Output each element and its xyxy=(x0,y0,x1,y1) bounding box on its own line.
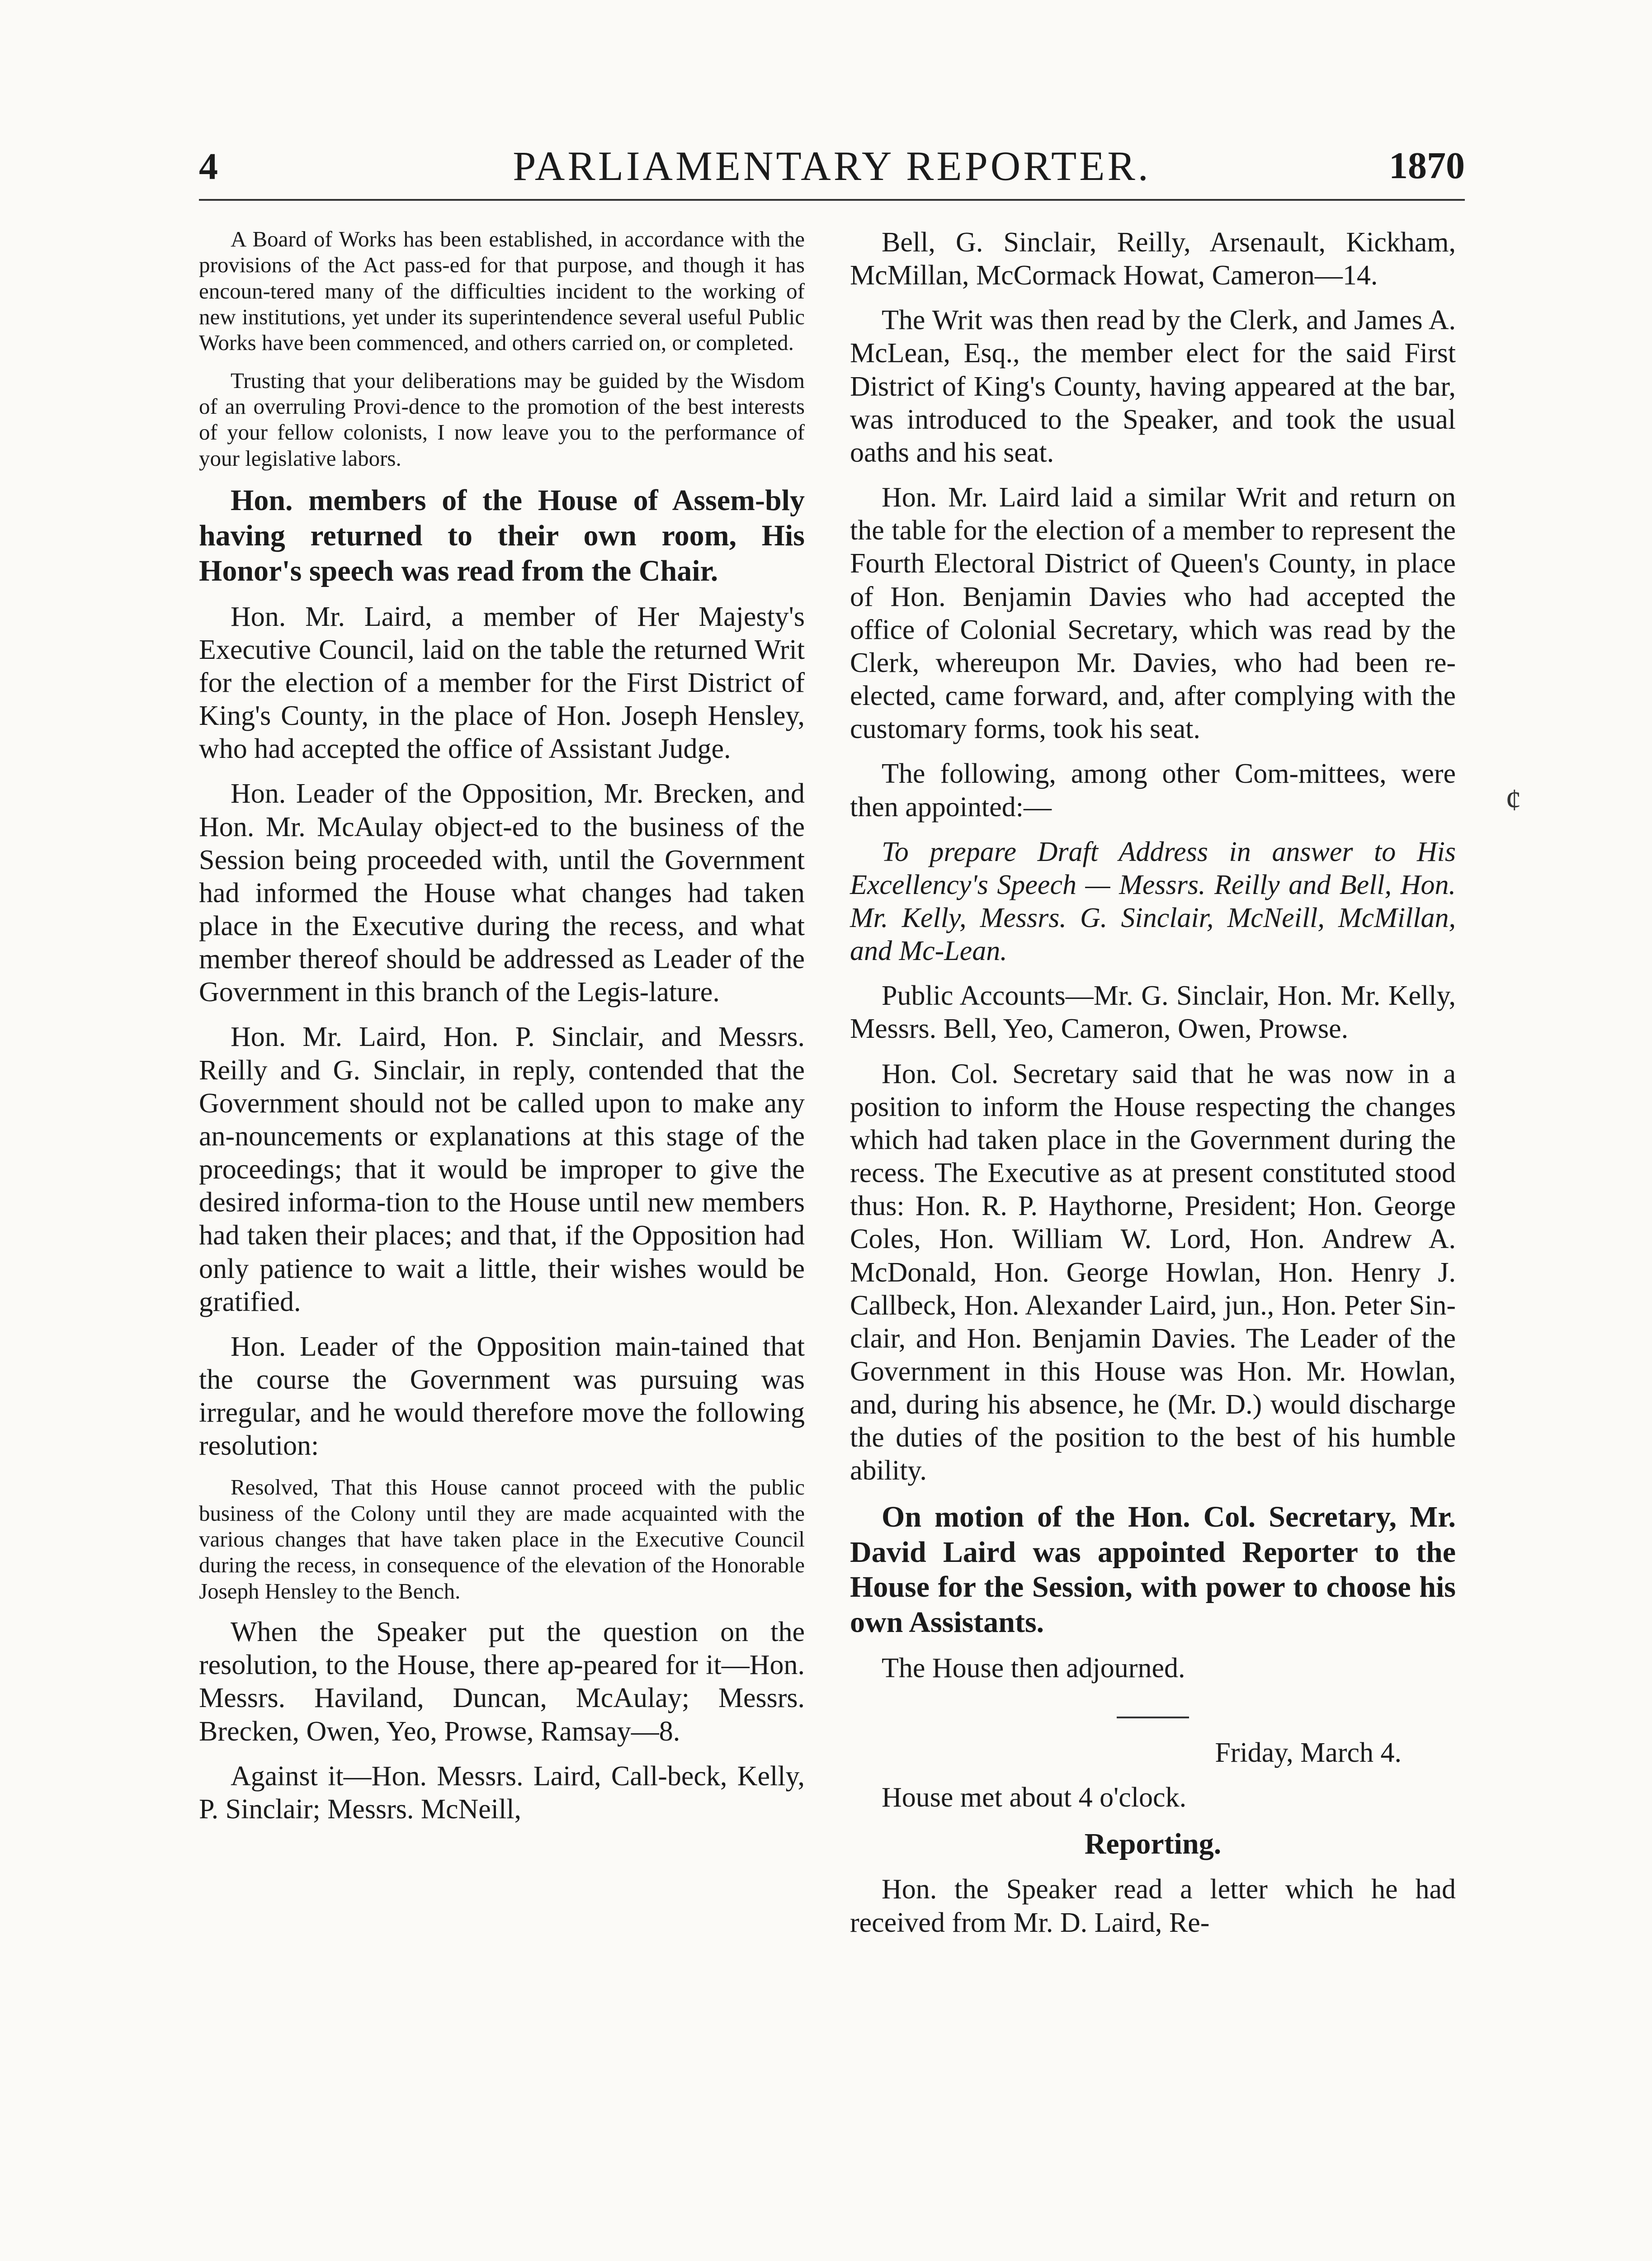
paragraph-laird-writ: Hon. Mr. Laird, a member of Her Majesty's Executive Council, laid on the table the returned Writ for the election of a member for the First District of King's County, in the place of Hon. Joseph Hensley, who had accepted the office of Assistant Judge. xyxy=(199,601,805,765)
paragraph-house-met: House met about 4 o'clock. xyxy=(882,1782,1187,1813)
paragraph-col-secretary: Hon. Col. Secretary said that he was now in a position to inform the House respecting the changes which had taken place in the Government during the recess. The Executive as at present constituted stood thus: Hon. R. P. Haythorne, President; Hon. George Coles, Hon. William W. Lord, Hon. Andrew A. McDonald, Hon. George Howlan, Hon. Henry J. Callbeck, Hon. Alexander Laird, jun., Hon. Peter Sin-clair, and Hon. Benjamin Davies. The Leader of the Government in this House was Hon. Mr. Howlan, and, during his absence, he (Mr. D.) would discharge the duties of the position to the best of his humble ability. xyxy=(850,1058,1456,1486)
paragraph-draft-address: To prepare Draft Address in answer to His Excellency's Speech — Messrs. Reilly and Bell, Hon. Mr. Kelly, Messrs. G. Sinclair, McNeill, McMillan, and Mc-Lean. xyxy=(850,836,1456,967)
paragraph-vote-against-cont: Bell, G. Sinclair, Reilly, Arsenault, Kickham, McMillan, McCormack Howat, Cameron—14. xyxy=(850,227,1456,291)
publication-title: PARLIAMENTARY REPORTER. xyxy=(513,143,1151,189)
margin-mark-icon: ¢ xyxy=(1506,783,1521,818)
paragraph-trusting: Trusting that your deliberations may be guided by the Wisdom of an overruling Provi-dence to the promotion of the best interests of your fellow colonists, I now leave you to the performance of your legislative labors. xyxy=(199,368,805,471)
publication-year: 1870 xyxy=(1389,145,1465,187)
paragraph-reporter-appointed: On motion of the Hon. Col. Secretary, Mr. David Laird was appointed Reporter to the House for the Session, with power to choose his own Assistants. xyxy=(850,1500,1456,1639)
paragraph-public-accounts: Public Accounts—Mr. G. Sinclair, Hon. Mr. Kelly, Messrs. Bell, Yeo, Cameron, Owen, Prowse. xyxy=(850,980,1456,1045)
section-divider xyxy=(1117,1717,1189,1718)
left-column xyxy=(199,226,805,1838)
right-column xyxy=(850,226,1456,1951)
paragraph-vote-for: When the Speaker put the question on the resolution, to the House, there ap-peared for it—Hon. Messrs. Haviland, Duncan, McAulay; Messrs. Brecken, Owen, Yeo, Prowse, Ramsay—8. xyxy=(199,1617,805,1747)
paragraph-committees: The following, among other Com-mittees, were then appointed:— xyxy=(850,758,1456,823)
paragraph-writ-read: The Writ was then read by the Clerk, and James A. McLean, Esq., the member elect for the said First District of King's County, having appeared at the bar, was introduced to the Speaker, and took the usual oaths and his seat. xyxy=(850,305,1456,468)
paragraph-opposition-objection: Hon. Leader of the Opposition, Mr. Brecken, and Hon. Mr. McAulay object-ed to the business of the Session being proceeded with, until the Government had informed the House what changes had taken place in the Executive during the recess, and what member thereof should be addressed as Leader of the Government in this branch of the Legis-lature. xyxy=(199,778,805,1008)
paragraph-reply: Hon. Mr. Laird, Hon. P. Sinclair, and Messrs. Reilly and G. Sinclair, in reply, contended that the Government should not be called upon to make any an-nouncements or explanations at this stage of the proceedings; that it would be improper to give the desired informa-tion to the House until new members had taken their places; and that, if the Opposition had only patience to wait a little, their wishes would be gratified. xyxy=(199,1022,805,1317)
paragraph-speaker-letter: Hon. the Speaker read a letter which he had received from Mr. D. Laird, Re- xyxy=(850,1874,1456,1938)
paragraph-leader-maintained: Hon. Leader of the Opposition main-tained that the course the Government was pursuing was irregular, and he would therefore move the following resolution: xyxy=(199,1331,805,1462)
paragraph-similar-writ: Hon. Mr. Laird laid a similar Writ and return on the table for the election of a member to represent the Fourth Electoral District of Queen's County, in place of Hon. Benjamin Davies who had accepted the office of Colonial Secretary, which was read by the Clerk, whereupon Mr. Davies, who had been re-elected, came forward, and, after complying with the customary forms, took his seat. xyxy=(850,482,1456,745)
session-date: Friday, March 4. xyxy=(1215,1737,1402,1769)
paragraph-speech-read: Hon. members of the House of Assem-bly having returned to their own room, His Honor's speech was read from the Chair. xyxy=(199,483,805,587)
page-number: 4 xyxy=(199,146,218,188)
section-heading-reporting: Reporting. xyxy=(1084,1827,1222,1860)
paragraph-resolution: Resolved, That this House cannot proceed with the public business of the Colony until they are made acquainted with the various changes that have taken place in the Executive Council during the recess, in consequence of the elevation of the Honorable Joseph Hensley to the Bench. xyxy=(199,1475,805,1604)
paragraph-vote-against: Against it—Hon. Messrs. Laird, Call-beck, Kelly, P. Sinclair; Messrs. McNeill, xyxy=(199,1760,805,1825)
paragraph-board-of-works: A Board of Works has been established, in accordance with the provisions of the Act pass-ed for that purpose, and though it has encoun-tered many of the difficulties incident to the working of new institutions, yet under its superintendence several useful Public Works have been commenced, and others carried on, or completed. xyxy=(199,227,805,355)
page-header xyxy=(199,136,1465,201)
paragraph-adjourned: The House then adjourned. xyxy=(882,1653,1185,1684)
